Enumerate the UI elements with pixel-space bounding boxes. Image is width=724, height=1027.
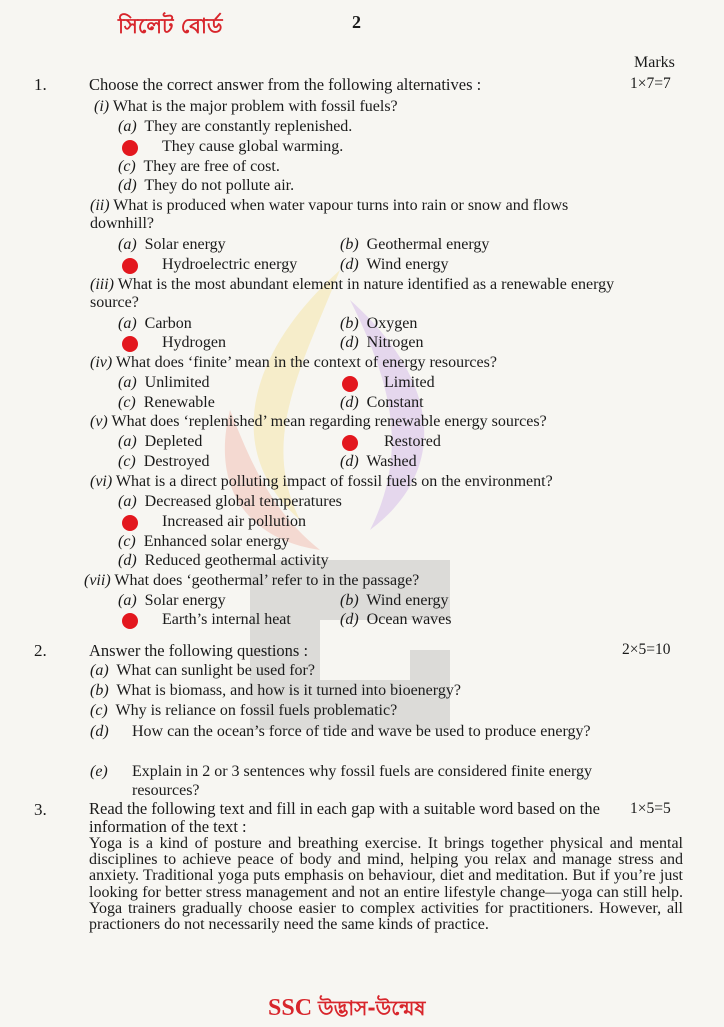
mcq-6: (vi) What is a direct polluting impact of fossil fuels on the environment? <box>90 473 553 490</box>
option: Restored <box>384 433 441 450</box>
option: (b) Oxygen <box>340 315 418 332</box>
footer-tagline: উদ্ভাস-উন্মেষ <box>318 996 426 1020</box>
answer-marker <box>342 435 358 451</box>
option: (d) They do not pollute air. <box>118 177 295 194</box>
option: Hydrogen <box>162 334 226 351</box>
mcq-label: (i) <box>94 98 110 115</box>
q2-instruction: Answer the following questions : <box>89 641 309 660</box>
mcq-2: (ii) What is produced when water vapour turns into rain or snow and flows downhill? <box>90 197 569 232</box>
option: (a) Decreased global temperatures <box>118 493 342 510</box>
option: They cause global warming. <box>162 138 344 155</box>
option: (a) Unlimited <box>118 374 210 391</box>
q1-marks: 1×7=7 <box>630 75 671 92</box>
q1-instruction: Choose the correct answer from the following alternatives : <box>89 75 482 94</box>
answer-marker <box>122 515 138 531</box>
mcq-question: What is the major problem with fossil fuels? <box>112 98 398 115</box>
answer-marker <box>122 336 138 352</box>
q3-passage: Yoga is a kind of posture and breathing exercise. It brings together physical and mental disciplines to achieve peace of body and mind, helping you relax and manage stress and anxiety. Traditional yoga puts emphasis on behaviour, diet and meditation. But if you’re just looking for better stress management and not an entire lifestyle change—yoga can still help. Yoga trainers gradually choose easier to complex activities for practitioners. However, all practioners do not necessarily need the same kinds of practice. <box>89 835 683 934</box>
page-number: 2 <box>352 12 361 32</box>
q3-marks: 1×5=5 <box>630 800 671 817</box>
option: (d) Ocean waves <box>340 611 452 628</box>
board-title: সিলেট বোর্ড <box>118 14 223 38</box>
option: Limited <box>384 374 435 391</box>
q2-item: (c) Why is reliance on fossil fuels problematic? <box>90 702 398 719</box>
mcq-1 <box>94 98 398 116</box>
q3-number: 3. <box>34 800 47 819</box>
option: (d) Nitrogen <box>340 334 424 351</box>
q2-item: (d) How can the ocean’s force of tide and wave be used to produce energy? <box>90 723 591 740</box>
option: (d) Washed <box>340 453 417 470</box>
option: (d) Constant <box>340 394 424 411</box>
option: (c) Destroyed <box>118 453 210 470</box>
footer-brand <box>268 994 425 1027</box>
option: (a) They are constantly replenished. <box>118 118 353 135</box>
answer-marker <box>122 140 138 156</box>
option: (b) Geothermal energy <box>340 236 490 253</box>
marks-header: Marks <box>634 54 675 71</box>
option: Earth’s internal heat <box>162 611 291 628</box>
option: Increased air pollution <box>162 513 306 530</box>
option: (b) Wind energy <box>340 592 449 609</box>
footer-ssc: SSC <box>268 995 313 1021</box>
q3-instruction: Read the following text and fill in each gap with a suitable word based on the information of the text : <box>89 799 600 836</box>
option: (c) Enhanced solar energy <box>118 533 290 550</box>
mcq-5: (v) What does ‘replenished’ mean regarding renewable energy sources? <box>90 413 547 430</box>
option: (a) Carbon <box>118 315 192 332</box>
answer-marker <box>342 376 358 392</box>
option: (a) Depleted <box>118 433 203 450</box>
q2-number: 2. <box>34 641 47 660</box>
option: (a) Solar energy <box>118 236 226 253</box>
mcq-7: (vii) What does ‘geothermal’ refer to in the passage? <box>84 572 420 589</box>
option: (c) Renewable <box>118 394 215 411</box>
q1-number: 1. <box>34 75 47 94</box>
option: (d) Reduced geothermal activity <box>118 552 329 569</box>
q2-marks: 2×5=10 <box>622 641 671 658</box>
answer-marker <box>122 258 138 274</box>
mcq-4: (iv) What does ‘finite’ mean in the context of energy resources? <box>90 354 497 371</box>
option: Hydroelectric energy <box>162 256 298 273</box>
mcq-3: (iii) What is the most abundant element in nature identified as a renewable energy source? <box>90 276 615 311</box>
q2-item: (e) Explain in 2 or 3 sentences why fossil fuels are considered finite energy resources? <box>90 763 593 799</box>
q2-item: (b) What is biomass, and how is it turned into bioenergy? <box>90 682 461 699</box>
option: (d) Wind energy <box>340 256 449 273</box>
option: (c) They are free of cost. <box>118 158 280 175</box>
q2-item: (a) What can sunlight be used for? <box>90 662 315 679</box>
answer-marker <box>122 613 138 629</box>
option: (a) Solar energy <box>118 592 226 609</box>
